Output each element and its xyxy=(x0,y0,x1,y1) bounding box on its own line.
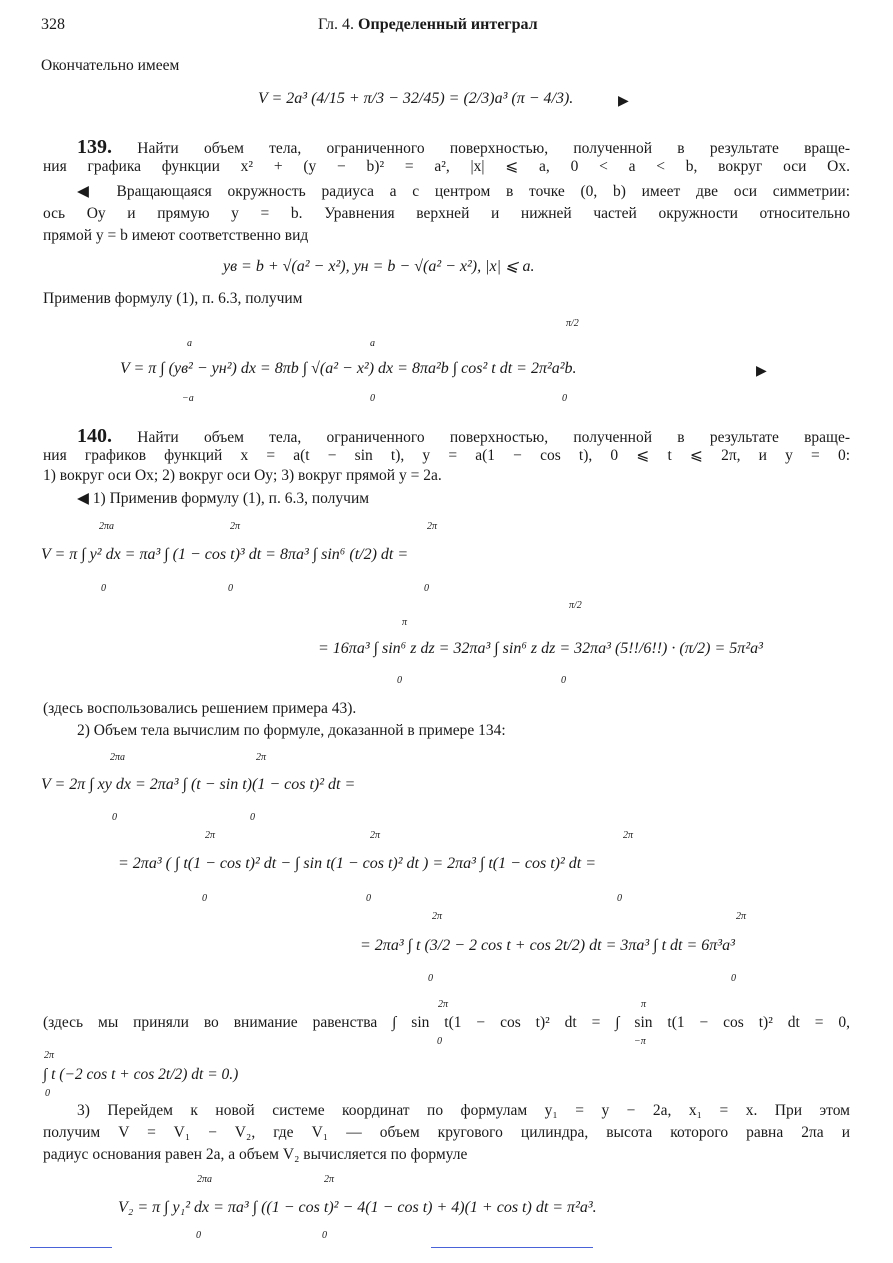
limit-lower: 0 xyxy=(731,973,736,984)
chapter-title: Определенный интеграл xyxy=(358,16,538,33)
limit-lower: 0 xyxy=(424,583,429,594)
limit-upper: π xyxy=(402,617,408,628)
note-140-1: (здесь воспользовались решением примера 43). xyxy=(43,700,357,717)
formula-140-eq7: = 2πa³ ∫ t (3/2 − 2 cos t + cos 2t/2) dt = 3πa³ ∫ t dt = 6π³a³ xyxy=(360,937,735,954)
formula-140-eq6: = 2πa³ ( ∫ t(1 − cos t)² dt − ∫ sin t(1 − cos t)² dt ) = 2πa³ ∫ t(1 − cos t)² dt = xyxy=(118,855,597,872)
limit-lower: 0 xyxy=(202,893,207,904)
limit-lower: 0 xyxy=(196,1230,201,1241)
formula-text: V = 2a³ (4/15 + π/3 − 32/45) = (2/3)a³ (π − 4/3). xyxy=(258,90,574,107)
limit-lower: 0 xyxy=(101,583,106,594)
page-number: 328 xyxy=(41,16,65,33)
running-header xyxy=(318,16,538,34)
limit-lower: −a xyxy=(182,393,194,404)
limit-lower: 0 xyxy=(112,812,117,823)
limit-upper: 2π xyxy=(205,830,216,841)
start-marker-icon: ◀ xyxy=(77,490,89,507)
limit-lower: 0 xyxy=(617,893,622,904)
solution-139-text1: Вращающаяся окружность радиуса a с центром в точке (0, b) имеет две оси симметрии: xyxy=(116,183,851,200)
solution-140-s1 xyxy=(77,490,369,508)
limit-upper: 2π xyxy=(736,911,747,922)
solution-139-line2: ось Oy и прямую y = b. Уравнения верхней и нижней частей окружности относительно xyxy=(43,205,850,222)
limit-upper: π/2 xyxy=(569,600,582,611)
note-140-2a: (здесь мы приняли во внимание равенства ∫ sin t(1 − cos t)² dt = ∫ sin t(1 − cos t)² dt = 0, xyxy=(43,1014,850,1031)
limit-upper: 2πa xyxy=(110,752,126,763)
limit-lower: 0 xyxy=(228,583,233,594)
formula-139-eq1: yв = b + √(a² − x²), yн = b − √(a² − x²), |x| ⩽ a. xyxy=(223,258,535,275)
formula-140-eq4: = 16πa³ ∫ sin⁶ z dz = 32πa³ ∫ sin⁶ z dz = 32πa³ (5!!/6!!) · (π/2) = 5π²a³ xyxy=(318,640,763,657)
problem-139-text1: Найти объем тела, ограниченного поверхностью, полученной в результате враще- xyxy=(137,140,851,157)
end-marker-icon: ▶ xyxy=(618,94,629,109)
limit-lower: −π xyxy=(634,1036,646,1047)
limit-upper: a xyxy=(187,338,192,349)
limit-upper: 2π xyxy=(432,911,443,922)
footer-rule-left xyxy=(30,1247,112,1248)
intro-lead: Окончательно имеем xyxy=(41,57,180,74)
limit-lower: 0 xyxy=(250,812,255,823)
formula-140-eq5: V = 2π ∫ xy dx = 2πa³ ∫ (t − sin t)(1 − cos t)² dt = xyxy=(41,776,356,793)
note-140-2b: ∫ t (−2 cos t + cos 2t/2) dt = 0.) xyxy=(43,1066,239,1083)
limit-lower: 0 xyxy=(370,393,375,404)
solution-140-s3b: получим V = V₁ − V₂, где V₁ — объем кругового цилиндра, высота которого равна 2πa и xyxy=(43,1124,850,1141)
limit-upper: 2π xyxy=(370,830,381,841)
limit-lower: 0 xyxy=(397,675,402,686)
limit-lower: 0 xyxy=(437,1036,442,1047)
solution-140-s3a-text: 3) Перейдем к новой системе координат по формулам y₁ = y − 2a, x₁ = x. При этом xyxy=(77,1102,850,1119)
limit-lower: 0 xyxy=(561,675,566,686)
limit-lower: 0 xyxy=(322,1230,327,1241)
formula-intro xyxy=(258,90,573,108)
formula-140-eq3: V = π ∫ y² dx = πa³ ∫ (1 − cos t)³ dt = 8πa³ ∫ sin⁶ (t/2) dt = xyxy=(41,546,409,563)
formula-140-eq8: V₂ = π ∫ y₁² dx = πa³ ∫ ((1 − cos t)² − 4(1 − cos t) + 4)(1 + cos t) dt = π²a³. xyxy=(118,1199,597,1216)
limit-upper: 2π xyxy=(44,1050,55,1061)
limit-upper: 2π xyxy=(324,1174,335,1185)
limit-lower: 0 xyxy=(562,393,567,404)
footer-rule-right xyxy=(431,1247,593,1248)
solution-139-line3: прямой y = b имеют соответственно вид xyxy=(43,227,309,244)
limit-upper: π/2 xyxy=(566,318,579,329)
problem-140-line3: 1) вокруг оси Ox; 2) вокруг оси Oy; 3) вокруг прямой y = 2a. xyxy=(43,467,442,484)
solution-140-s1-text: 1) Применив формулу (1), п. 6.3, получим xyxy=(92,490,370,507)
chapter-number: Гл. 4. xyxy=(318,16,355,33)
limit-lower: 0 xyxy=(45,1088,50,1099)
solution-139-apply: Применив формулу (1), п. 6.3, получим xyxy=(43,290,303,307)
problem-140-number: 140. xyxy=(77,425,112,447)
start-marker-icon: ◀ xyxy=(77,183,101,200)
limit-upper: π xyxy=(641,999,647,1010)
problem-140-line2: ния графиков функций x = a(t − sin t), y = a(1 − cos t), 0 ⩽ t ⩽ 2π, и y = 0: xyxy=(43,447,850,464)
solution-140-s2: 2) Объем тела вычислим по формуле, доказанной в примере 134: xyxy=(77,722,506,739)
formula-139-eq2: V = π ∫ (yв² − yн²) dx = 8πb ∫ √(a² − x²) dx = 8πa²b ∫ cos² t dt = 2π²a²b. xyxy=(120,360,577,377)
limit-upper: 2π xyxy=(256,752,267,763)
limit-lower: 0 xyxy=(366,893,371,904)
limit-upper: 2π xyxy=(230,521,241,532)
limit-upper: 2πa xyxy=(197,1174,213,1185)
problem-139-line2: ния графика функции x² + (y − b)² = a², |x| ⩽ a, 0 < a < b, вокруг оси Ox. xyxy=(43,158,850,175)
limit-upper: 2πa xyxy=(99,521,115,532)
limit-upper: a xyxy=(370,338,375,349)
problem-140-text1: Найти объем тела, ограниченного поверхностью, полученной в результате враще- xyxy=(137,429,851,446)
limit-lower: 0 xyxy=(428,973,433,984)
limit-upper: 2π xyxy=(623,830,634,841)
problem-139-number: 139. xyxy=(77,136,112,158)
limit-upper: 2π xyxy=(438,999,449,1010)
limit-upper: 2π xyxy=(427,521,438,532)
solution-140-s3c: радиус основания равен 2a, а объем V₂ вычисляется по формуле xyxy=(43,1146,468,1163)
end-marker-icon: ▶ xyxy=(756,364,767,379)
